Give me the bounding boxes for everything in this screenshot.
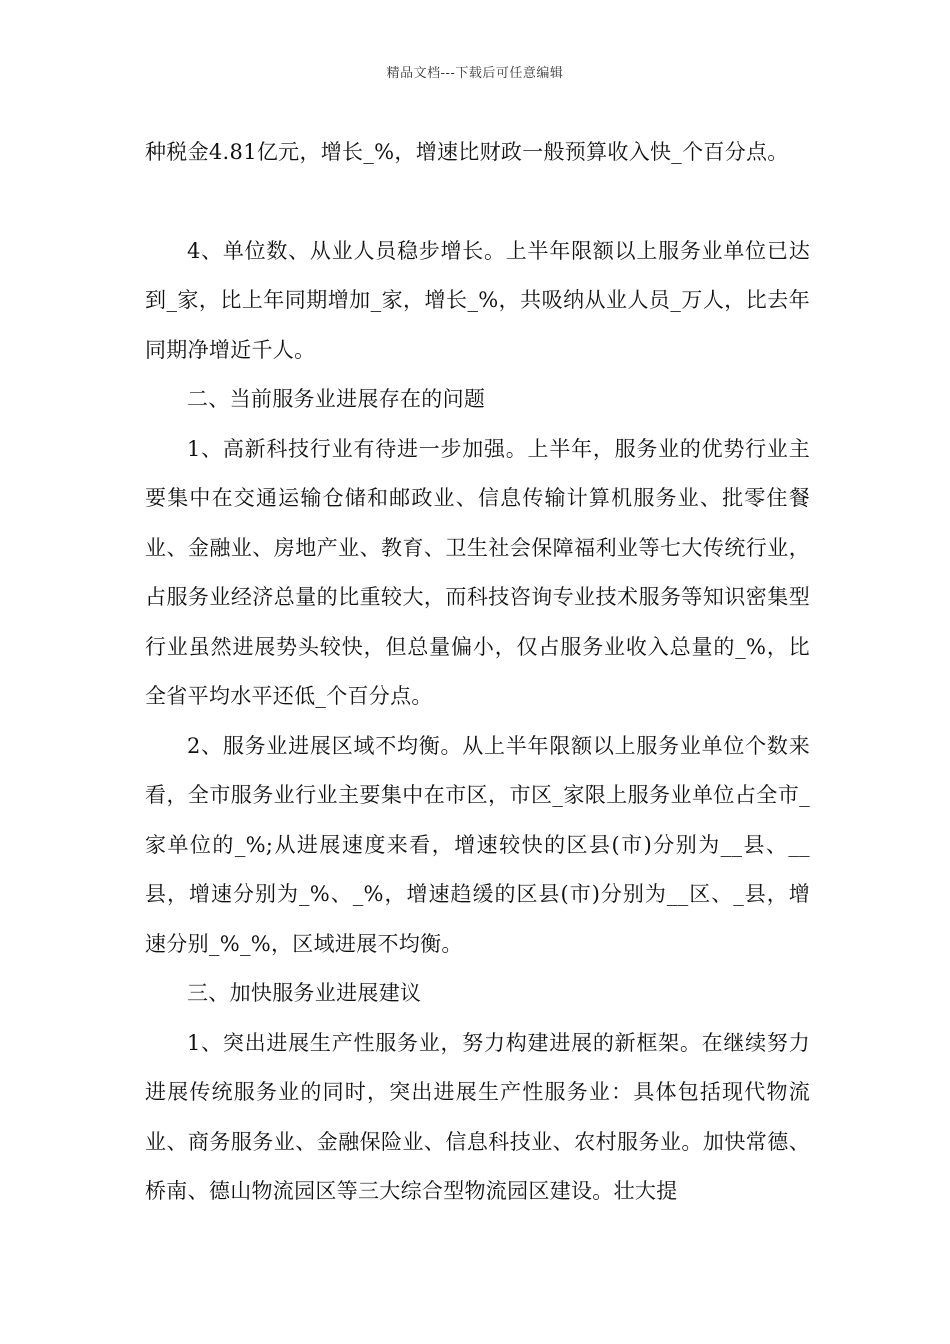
section-heading-suggestions: 三、加快服务业进展建议 — [187, 981, 422, 1005]
page-header: 精品文档---下载后可任意编辑 — [386, 66, 564, 81]
paragraph-regional-imbalance: 2、服务业进展区域不均衡。从上半年限额以上服务业单位个数来看，全市服务业行业主要集中在市区，市区_家限上服务业单位占全市_家单位的_%;从进展速度来看，增速较快的区县(市)分别为__县、__县，增速分别为_%、_%，增速趋缓的区县(市)分别为__区、_县，增速分别_%_%，区域进展不均衡。 — [145, 733, 810, 956]
paragraph-producer-services: 1、突出进展生产性服务业，努力构建进展的新框架。在继续努力进展传统服务业的同时，突出进展生产性服务业：具体包括现代物流业、商务服务业、金融保险业、信息科技业、农村服务业。加快常德、桥南、德山物流园区等三大综合型物流园区建设。壮大提 — [145, 1030, 810, 1203]
paragraph-hightech: 1、高新科技行业有待进一步加强。上半年，服务业的优势行业主要集中在交通运输仓储和邮政业、信息传输计算机服务业、批零住餐业、金融业、房地产业、教育、卫生社会保障福利业等七大传统行业，占服务业经济总量的比重较大，而科技咨询专业技术服务等知识密集型行业虽然进展势头较快，但总量偏小，仅占服务业收入总量的_%，比全省平均水平还低_个百分点。 — [145, 436, 810, 708]
document-body — [145, 128, 810, 1217]
paragraph-continuation: 种税金4.81亿元，增长_%，增速比财政一般预算收入快_个百分点。 — [145, 140, 789, 164]
section-heading-problems: 二、当前服务业进展存在的问题 — [187, 387, 486, 411]
paragraph-unit-growth: 4、单位数、从业人员稳步增长。上半年限额以上服务业单位已达到_家，比上年同期增加_家，增长_%，共吸纳从业人员_万人，比去年同期净增近千人。 — [145, 238, 810, 362]
